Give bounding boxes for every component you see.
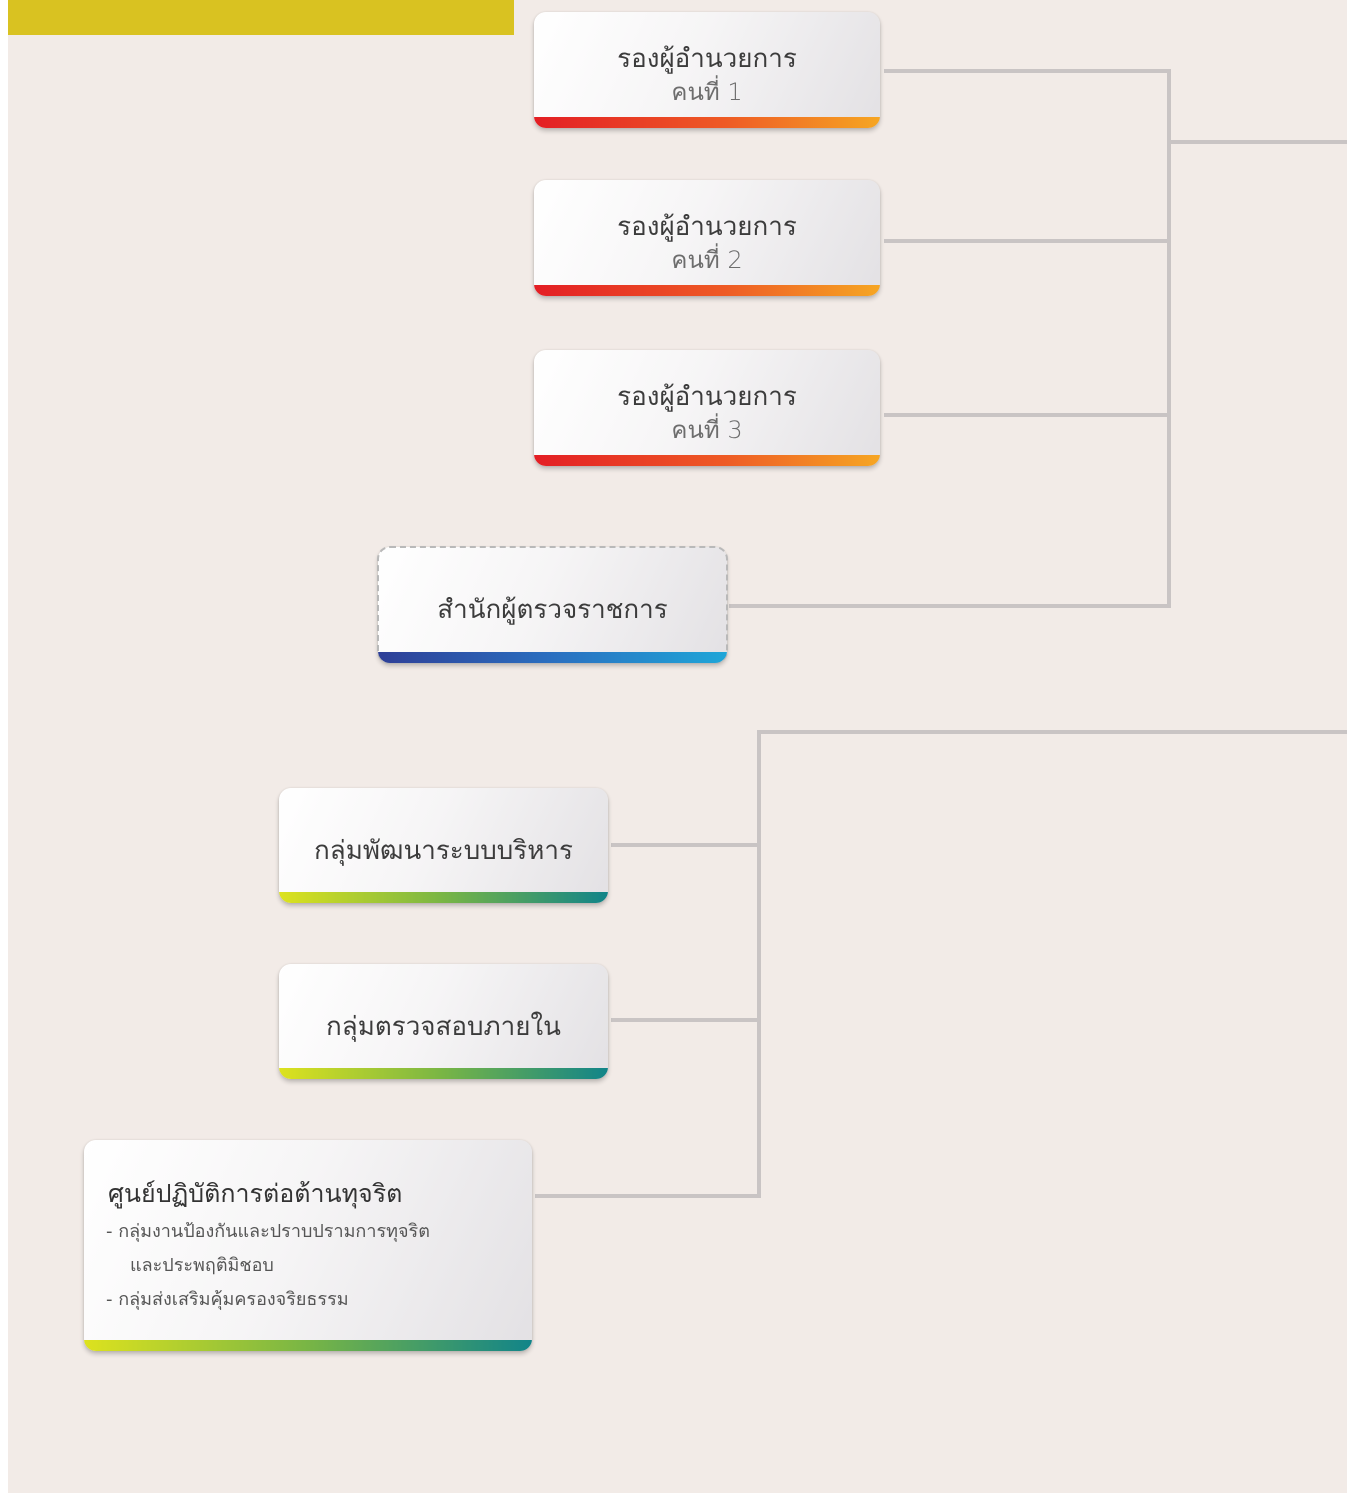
deputy-director-1-title: รองผู้อำนวยการ xyxy=(617,44,797,74)
deputy-director-3-accent xyxy=(534,455,880,466)
anti-corruption-center-accent xyxy=(84,1340,532,1351)
admin-development-group-label: กลุ่มพัฒนาระบบบริหาร xyxy=(314,836,573,866)
deputy-director-2-title: รองผู้อำนวยการ xyxy=(617,212,797,242)
deputy-director-2-accent xyxy=(534,285,880,296)
deputy-director-2-box xyxy=(534,180,880,296)
header-accent-bar xyxy=(8,0,514,35)
deputy-director-1-accent xyxy=(534,117,880,128)
inspector-office-box xyxy=(378,547,727,663)
anti-corruption-item-2: - กลุ่มส่งเสริมคุ้มครองจริยธรรม xyxy=(106,1289,349,1310)
admin-development-group-accent xyxy=(279,892,608,903)
deputy-director-1-box xyxy=(534,12,880,128)
inspector-office-accent xyxy=(378,652,727,663)
deputy-director-1-number: คนที่ 1 xyxy=(671,78,743,106)
deputy-director-2-number: คนที่ 2 xyxy=(671,246,743,274)
deputy-director-3-title: รองผู้อำนวยการ xyxy=(617,382,797,412)
anti-corruption-item-1-continued: และประพฤติมิชอบ xyxy=(130,1255,274,1276)
deputy-director-3-box xyxy=(534,350,880,466)
anti-corruption-center-title: ศูนย์ปฏิบัติการต่อต้านทุจริต xyxy=(108,1179,403,1208)
inspector-office-label: สำนักผู้ตรวจราชการ xyxy=(437,595,668,625)
admin-development-group-box xyxy=(279,788,608,903)
anti-corruption-center-box xyxy=(84,1140,532,1351)
anti-corruption-item-1: - กลุ่มงานป้องกันและปราบปรามการทุจริต xyxy=(106,1221,430,1242)
deputy-director-3-number: คนที่ 3 xyxy=(671,416,743,444)
internal-audit-group-label: กลุ่มตรวจสอบภายใน xyxy=(326,1012,561,1042)
internal-audit-group-accent xyxy=(279,1068,608,1079)
internal-audit-group-box xyxy=(279,964,608,1079)
